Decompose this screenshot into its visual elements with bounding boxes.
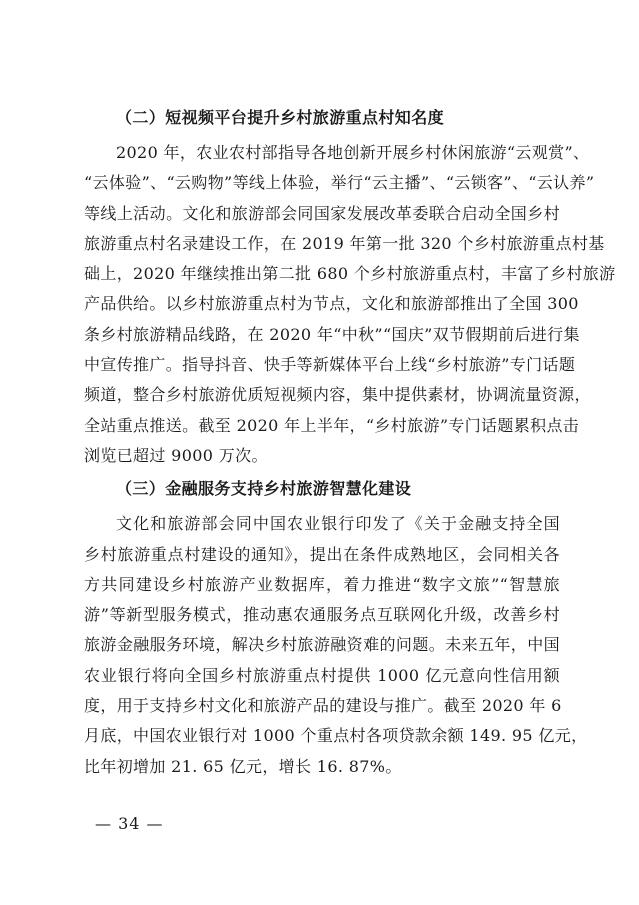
section-paragraph [84,138,616,471]
text-line: 全站重点推送。截至 2020 年上半年，“乡村旅游”专门话题累积点击 [84,415,580,435]
text-line: 旅游金融服务环境，解决乡村旅游融资难的问题。未来五年，中国 [84,635,560,655]
section-heading: （三）金融服务支持乡村旅游智慧化建设 [116,479,412,499]
text-line: 乡村旅游重点村建设的通知》，提出在条件成熟地区，会同相关各 [84,544,560,564]
text-line: 频道，整合乡村旅游优质短视频内容，集中提供素材，协调流量资源， [84,385,591,405]
text-line: “云体验”、“云购物”等线上体验，举行“云主播”、“云锁客”、“云认养” [84,173,595,193]
text-line: 中宣传推广。指导抖音、快手等新媒体平台上线“乡村旅游”专门话题 [84,355,576,375]
text-line: 条乡村旅游精品线路，在 2020 年“中秋”“国庆”双节假期前后进行集 [84,324,580,344]
text-line: 月底，中国农业银行对 1000 个重点村各项贷款余额 149. 95 亿元， [84,726,588,746]
text-line: 度，用于支持乡村文化和旅游产品的建设与推广。截至 2020 年 6 [84,696,562,716]
text-line: 础上，2020 年继续推出第二批 680 个乡村旅游重点村，丰富了乡村旅游 [84,264,616,284]
text-line: 文化和旅游部会同中国农业银行印发了《关于金融支持全国 [116,514,560,534]
text-line: 方共同建设乡村旅游产业数据库，着力推进“数字文旅”“智慧旅 [84,574,560,594]
text-line: 旅游重点村名录建设工作，在 2019 年第一批 320 个乡村旅游重点村基 [84,233,605,253]
text-line: 浏览已超过 9000 万次。 [84,445,268,465]
text-line: 等线上活动。文化和旅游部会同国家发展改革委联合启动全国乡村 [84,203,560,223]
page-body [84,103,616,782]
text-line: 农业银行将向全国乡村旅游重点村提供 1000 亿元意向性信用额 [84,665,560,685]
text-line: 产品供给。以乡村旅游重点村为节点，文化和旅游部推出了全国 300 [84,294,579,314]
section-paragraph [84,509,588,782]
text-line: 游”等新型服务模式，推动惠农通服务点互联网化升级，改善乡村 [84,605,560,625]
page-number: — 34 — [95,814,164,833]
text-line: 比年初增加 21. 65 亿元，增长 16. 87%。 [84,756,402,776]
text-line: 2020 年，农业农村部指导各地创新开展乡村休闲旅游“云观赏”、 [116,143,590,162]
section-heading: （二）短视频平台提升乡村旅游重点村知名度 [116,108,445,127]
